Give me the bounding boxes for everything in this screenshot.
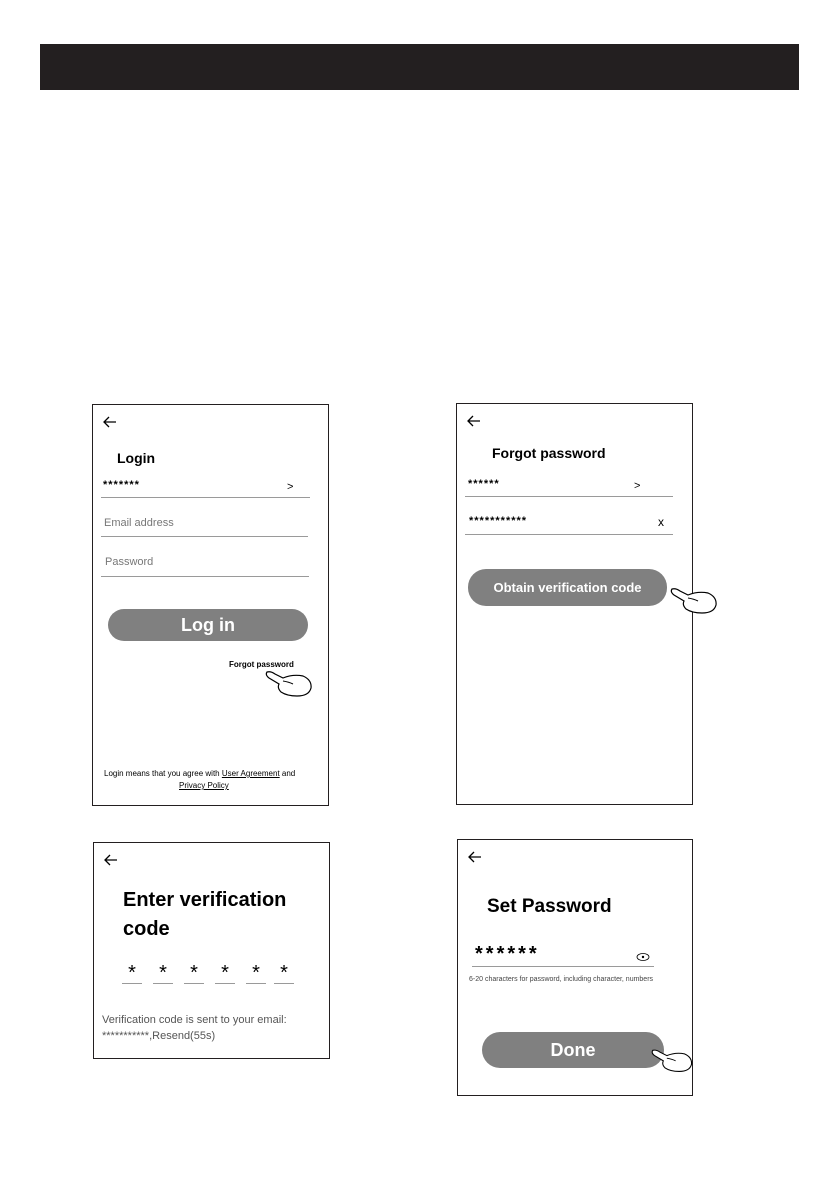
terms-line — [104, 769, 295, 778]
password-field-underline — [101, 576, 309, 577]
user-agreement-link[interactable]: User Agreement — [221, 769, 280, 778]
email-field-underline — [101, 536, 308, 537]
chevron-right-icon[interactable]: > — [634, 480, 641, 492]
account-field-value[interactable]: ******* — [103, 479, 140, 491]
forgot-title: Forgot password — [492, 445, 606, 461]
email-field[interactable]: Email address — [104, 517, 174, 529]
account-field-underline — [465, 496, 673, 497]
back-arrow-icon[interactable] — [101, 413, 119, 431]
login-button[interactable]: Log in — [108, 609, 308, 641]
code-digit-2[interactable]: * — [153, 959, 173, 984]
account-field-underline — [101, 497, 310, 498]
back-arrow-icon[interactable] — [102, 851, 120, 869]
eye-icon[interactable] — [636, 952, 650, 962]
password-field[interactable]: Password — [105, 556, 154, 568]
password-field-underline — [472, 966, 654, 967]
login-screen — [92, 404, 329, 806]
account-field-value[interactable]: ****** — [468, 478, 500, 490]
privacy-policy-link[interactable]: Privacy Policy — [179, 781, 229, 790]
terms-and: and — [279, 769, 296, 778]
pointing-hand-icon — [651, 1045, 695, 1075]
verification-info-line1: Verification code is sent to your email: — [102, 1014, 287, 1026]
code-digit-3[interactable]: * — [184, 959, 204, 984]
back-arrow-icon[interactable] — [466, 848, 484, 866]
clear-icon[interactable]: x — [658, 515, 664, 529]
verification-screen — [93, 842, 330, 1059]
code-digit-6[interactable]: * — [274, 959, 294, 984]
back-arrow-icon[interactable] — [465, 412, 483, 430]
code-digit-5[interactable]: * — [246, 959, 266, 984]
set-password-title: Set Password — [487, 896, 612, 917]
verify-title-line2: code — [123, 918, 170, 940]
verification-info-line2[interactable]: ***********,Resend(55s) — [102, 1030, 216, 1042]
header-bar — [40, 44, 799, 90]
forgot-password-link[interactable]: Forgot password — [229, 660, 294, 669]
pointing-hand-icon — [670, 584, 720, 616]
verify-title-line1: Enter verification — [123, 889, 287, 911]
password-field-value[interactable]: ****** — [475, 943, 540, 965]
terms-prefix: Login means that you agree with — [104, 769, 222, 778]
pointing-hand-icon — [265, 668, 315, 698]
set-password-screen — [457, 839, 693, 1096]
forgot-password-screen — [456, 403, 693, 805]
login-title: Login — [117, 450, 156, 466]
email-field-value[interactable]: *********** — [469, 515, 528, 527]
email-field-underline — [465, 534, 673, 535]
chevron-right-icon[interactable]: > — [287, 481, 294, 493]
code-digit-4[interactable]: * — [215, 959, 235, 984]
obtain-verification-code-button[interactable]: Obtain verification code — [468, 569, 667, 606]
done-button[interactable]: Done — [482, 1032, 664, 1068]
password-hint: 6-20 characters for password, including character, numbers — [469, 976, 654, 983]
code-digit-1[interactable]: * — [122, 959, 142, 984]
